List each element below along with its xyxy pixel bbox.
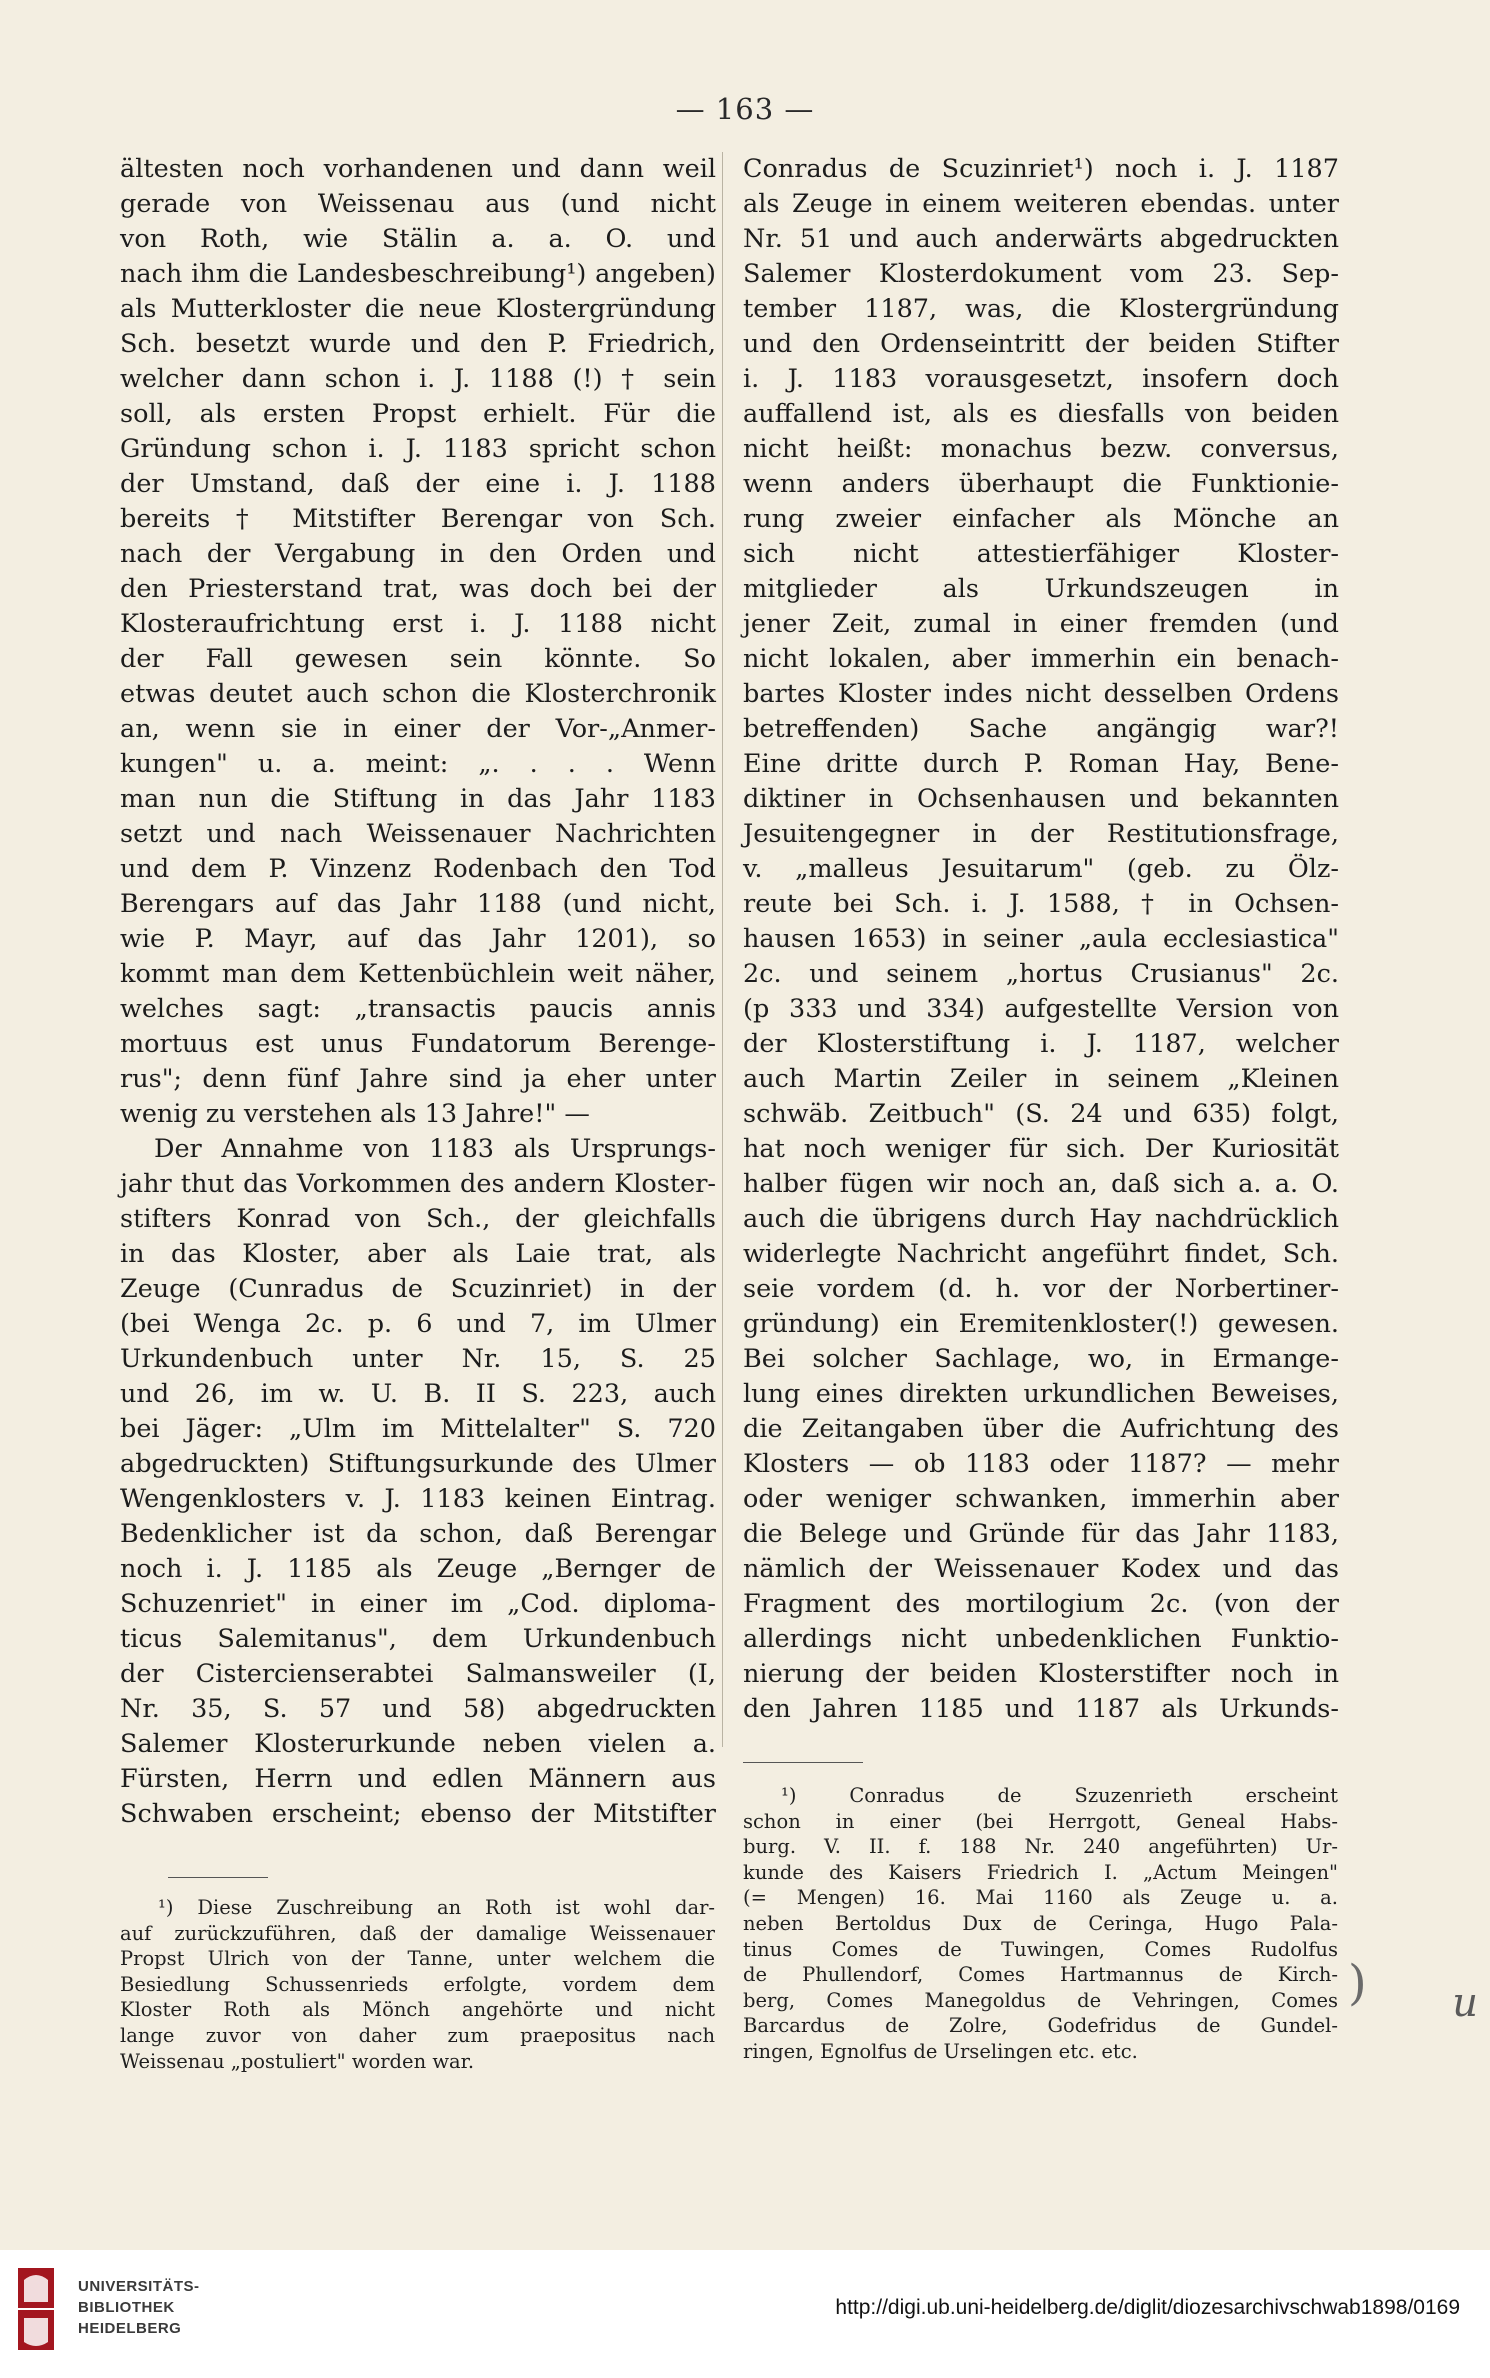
text-line: schwäb. Zeitbuch" (S. 24 und 635) folgt, [743,1099,1339,1129]
text-line: lung eines direkten urkundlichen Beweises, [743,1379,1339,1409]
footnote-line: lange zuvor von daher zum praepositus nach [120,2023,715,2047]
text-line: den Priesterstand trat, was doch bei der [120,574,716,604]
text-line: auffallend ist, als es diesfalls von beiden [743,399,1339,429]
footnote-line: de Phullendorf, Comes Hartmannus de Kirch- [743,1963,1338,1987]
text-line: man nun die Stiftung in das Jahr 1183 [120,784,716,814]
text-line: nicht heißt: monachus bezw. conversus, [743,434,1339,464]
text-line: (p 333 und 334) aufgestellte Version von [743,994,1339,1024]
text-line: und 26, im w. U. B. II S. 223, auch [120,1379,716,1409]
text-line: der Umstand, daß der eine i. J. 1188 [120,469,716,499]
library-logo-icon[interactable] [14,2262,58,2356]
text-line: Urkundenbuch unter Nr. 15, S. 25 [120,1344,716,1374]
footnote-line: Propst Ulrich von der Tanne, unter welchem die [120,1947,715,1971]
footnote-rule-right [743,1762,863,1763]
text-line: die Zeitangaben über die Aufrichtung des [743,1414,1339,1444]
text-line: hausen 1653) in seiner „aula ecclesiastica" [743,924,1339,954]
text-line: abgedruckten) Stiftungsurkunde des Ulmer [120,1449,716,1479]
text-line: 2c. und seinem „hortus Crusianus" 2c. [743,959,1339,989]
margin-bracket: ) [1348,1955,1367,2011]
library-name-line: BIBLIOTHEK [78,2299,175,2316]
text-line: Nr. 51 und auch anderwärts abgedruckten [743,224,1339,254]
text-line: Nr. 35, S. 57 und 58) abgedruckten [120,1694,716,1724]
page-number: — 163 — [675,92,815,126]
text-line: den Jahren 1185 und 1187 als Urkunds- [743,1694,1339,1724]
text-line: kungen" u. a. meint: „. . . . Wenn [120,749,716,779]
text-line: nach ihm die Landesbeschreibung¹) angeben) [120,259,716,289]
text-line: seie vordem (d. h. vor der Norbertiner- [743,1274,1339,1304]
text-line: der Klosterstiftung i. J. 1187, welcher [743,1029,1339,1059]
text-line: sich nicht attestierfähiger Kloster- [743,539,1339,569]
text-line: Zeuge (Cunradus de Scuzinriet) in der [120,1274,716,1304]
text-line: Salemer Klosterdokument vom 23. Sep- [743,259,1339,289]
left-text-column [120,152,716,1832]
text-line: halber fügen wir noch an, daß sich a. a. O. [743,1169,1339,1199]
text-line: v. „malleus Jesuitarum" (geb. zu Ölz- [743,854,1339,884]
footnote-line: Kloster Roth als Mönch angehörte und nicht [120,1998,715,2022]
text-line: ältesten noch vorhandenen und dann weil [120,154,716,184]
text-line: jahr thut das Vorkommen des andern Kloster- [120,1169,716,1199]
text-line: nicht lokalen, aber immerhin ein benach- [743,644,1339,674]
text-line: bereits † Mitstifter Berengar von Sch. [120,504,716,534]
text-line: von Roth, wie Stälin a. a. O. und [120,224,716,254]
text-line: Jesuitengegner in der Restitutionsfrage, [743,819,1339,849]
text-line: (bei Wenga 2c. p. 6 und 7, im Ulmer [120,1309,716,1339]
text-line: Bedenklicher ist da schon, daß Berengar [120,1519,716,1549]
text-line: welcher dann schon i. J. 1188 (!) † sein [120,364,716,394]
text-line: bartes Kloster indes nicht desselben Ordens [743,679,1339,709]
library-footer [0,2250,1490,2378]
text-line: Klosteraufrichtung erst i. J. 1188 nicht [120,609,716,639]
text-line: tember 1187, was, die Klostergründung [743,294,1339,324]
text-line: nämlich der Weissenauer Kodex und das [743,1554,1339,1584]
text-line: Schwaben erscheint; ebenso der Mitstifter [120,1799,716,1829]
text-line: widerlegte Nachricht angeführt findet, Sch. [743,1239,1339,1269]
footnote-line: neben Bertoldus Dux de Ceringa, Hugo Pala- [743,1911,1338,1935]
text-line: noch i. J. 1185 als Zeuge „Bernger de [120,1554,716,1584]
column-divider [722,152,723,1747]
text-line: auch Martin Zeiler in seinem „Kleinen [743,1064,1339,1094]
text-line: Berengars auf das Jahr 1188 (und nicht, [120,889,716,919]
footnote-rule-left [168,1877,268,1878]
text-line: gerade von Weissenau aus (und nicht [120,189,716,219]
text-line: rus"; denn fünf Jahre sind ja eher unter [120,1064,716,1094]
text-line: wenig zu verstehen als 13 Jahre!" — [120,1099,590,1129]
footnote-line: berg, Comes Manegoldus de Vehringen, Comes [743,1988,1338,2012]
text-line: Bei solcher Sachlage, wo, in Ermange- [743,1344,1339,1374]
text-line: oder weniger schwanken, immerhin aber [743,1484,1339,1514]
text-line: Eine dritte durch P. Roman Hay, Bene- [743,749,1339,779]
footnote-line: Barcardus de Zolre, Godefridus de Gundel- [743,2014,1338,2038]
text-line: bei Jäger: „Ulm im Mittelalter" S. 720 [120,1414,716,1444]
footnote-line: Weissenau „postuliert" worden war. [120,2049,475,2073]
text-line: welches sagt: „transactis paucis annis [120,994,716,1024]
text-line: Gründung schon i. J. 1183 spricht schon [120,434,716,464]
text-line: und dem P. Vinzenz Rodenbach den Tod [120,854,716,884]
text-line: Fürsten, Herrn und edlen Männern aus [120,1764,716,1794]
text-line: nierung der beiden Klosterstifter noch in [743,1659,1339,1689]
footnote-line: ringen, Egnolfus de Urselingen etc. etc. [743,2039,1138,2063]
text-line: der Cistercienserabtei Salmansweiler (I, [120,1659,716,1689]
text-line: rung zweier einfacher als Mönche an [743,504,1339,534]
library-name-line: UNIVERSITÄTS- [78,2278,200,2295]
text-line: Schuzenriet" in einer im „Cod. diploma- [120,1589,716,1619]
footnote-line: ¹) Conradus de Szuzenrieth erscheint [781,1784,1338,1807]
text-line: mitglieder als Urkundszeugen in [743,574,1339,604]
text-line: diktiner in Ochsenhausen und bekannten [743,784,1339,814]
text-line: als Mutterkloster die neue Klostergründung [120,294,716,324]
footnote-line: tinus Comes de Tuwingen, Comes Rudolfus [743,1937,1338,1961]
text-line: jener Zeit, zumal in einer fremden (und [743,609,1339,639]
margin-note: u [1452,1980,1478,2026]
text-line: gründung) ein Eremitenkloster(!) gewesen. [743,1309,1339,1339]
footnote-left [120,1895,715,2074]
footnote-line: burg. V. II. f. 188 Nr. 240 angeführten) Ur- [743,1835,1338,1859]
text-line: wenn anders überhaupt die Funktionie- [743,469,1339,499]
text-line: betreffenden) Sache angängig war?! [743,714,1339,744]
footnote-line: kunde des Kaisers Friedrich I. „Actum Meingen" [743,1860,1338,1884]
text-line: wie P. Mayr, auf das Jahr 1201), so [120,924,716,954]
footnote-line: schon in einer (bei Herrgott, Geneal Habs- [743,1809,1338,1833]
text-line: allerdings nicht unbedenklichen Funktio- [743,1624,1339,1654]
text-line: in das Kloster, aber als Laie trat, als [120,1239,716,1269]
text-line: i. J. 1183 vorausgesetzt, insofern doch [743,364,1339,394]
footnote-line: (= Mengen) 16. Mai 1160 als Zeuge u. a. [743,1886,1338,1910]
permalink-url[interactable]: http://digi.ub.uni-heidelberg.de/diglit/diozesarchivschwab1898/0169 [835,2296,1460,2319]
text-line: ticus Salemitanus", dem Urkundenbuch [120,1624,716,1654]
text-line: soll, als ersten Propst erhielt. Für die [120,399,716,429]
text-line: stifters Konrad von Sch., der gleichfalls [120,1204,716,1234]
text-line: der Fall gewesen sein könnte. So [120,644,716,674]
text-line: auch die übrigens durch Hay nachdrücklich [743,1204,1339,1234]
footnote-right [743,1783,1338,2065]
library-name [78,2276,200,2339]
text-line: Fragment des mortilogium 2c. (von der [743,1589,1339,1619]
text-line: kommt man dem Kettenbüchlein weit näher, [120,959,716,989]
text-line: nach der Vergabung in den Orden und [120,539,716,569]
footnote-line: auf zurückzuführen, daß der damalige Weissenauer [120,1921,715,1945]
text-line: als Zeuge in einem weiteren ebendas. unter [743,189,1339,219]
text-line: etwas deutet auch schon die Klosterchronik [120,679,716,709]
text-line: Sch. besetzt wurde und den P. Friedrich, [120,329,716,359]
text-line: Salemer Klosterurkunde neben vielen a. [120,1729,716,1759]
text-line: mortuus est unus Fundatorum Berenge- [120,1029,716,1059]
footnote-line: ¹) Diese Zuschreibung an Roth ist wohl dar- [158,1896,715,1919]
right-text-column [743,152,1339,1727]
text-line: Wengenklosters v. J. 1183 keinen Eintrag. [120,1484,716,1514]
text-line: und den Ordenseintritt der beiden Stifter [743,329,1339,359]
text-line: reute bei Sch. i. J. 1588, † in Ochsen- [743,889,1339,919]
text-line: Conradus de Scuzinriet¹) noch i. J. 1187 [743,154,1339,184]
library-name-line: HEIDELBERG [78,2320,182,2337]
text-line: an, wenn sie in einer der Vor-„Anmer- [120,714,716,744]
text-line: hat noch weniger für sich. Der Kuriosität [743,1134,1339,1164]
footnote-line: Besiedlung Schussenrieds erfolgte, vordem dem [120,1972,715,1996]
text-line: die Belege und Gründe für das Jahr 1183, [743,1519,1339,1549]
text-line: setzt und nach Weissenauer Nachrichten [120,819,716,849]
text-line: Der Annahme von 1183 als Ursprungs- [154,1134,716,1164]
text-line: Klosters — ob 1183 oder 1187? — mehr [743,1449,1339,1479]
